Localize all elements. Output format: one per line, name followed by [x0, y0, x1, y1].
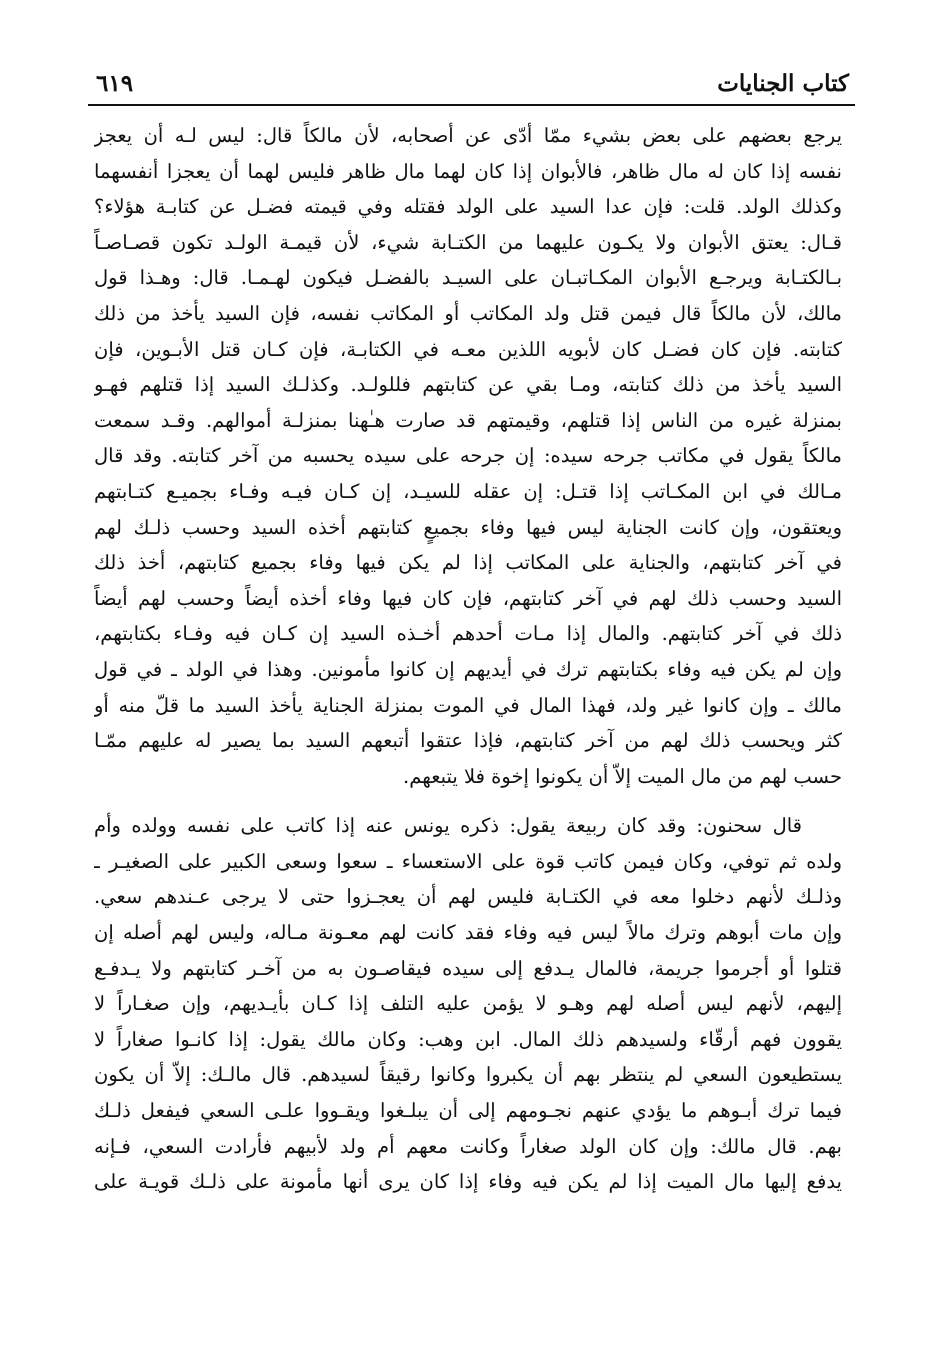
text-line: ولده ثم توفي، وكان فيمن كاتب قوة على الاستعساء ـ سعوا وسعى الكبير على الصغيـر ـ — [94, 849, 842, 873]
text-line: قال سحنون: وقد كان ربيعة يقول: ذكره يونس عنه إذا كاتب على نفسه وولده وأم — [94, 814, 802, 838]
text-line: يقوون فهم أرقّاء ولسيدهم ذلك المال. ابن وهب: وكان مالك يقول: إذا كانـوا صغاراً لا — [94, 1027, 842, 1051]
paragraph — [94, 118, 842, 794]
text-line: وإن مات أبوهم وترك مالاً ليس فيه وفاء فقد كانت لهم معـونة مـاله، وليس لهم أصله إن — [94, 921, 842, 945]
header-divider — [88, 104, 855, 106]
text-line: نفسه إذا كان له مال ظاهر، فالأبوان إذا كان لهما مال ظاهر فليس لهما أن يعجزا أنفسهما — [94, 159, 842, 183]
book-title: كتاب الجنايات — [717, 70, 849, 97]
text-line: وذلـك لأنهم دخلوا معه في الكتـابة فليس لهم أن يعجـزوا حتى لا يرجى عـندهم سعي. — [94, 885, 842, 909]
text-line: بـالكتـابة ويرجـع الأبوان المكـاتبـان على السيـد بالفضـل فيكون لهـمـا. قال: وهـذا قول — [94, 266, 842, 290]
text-line: مالك، لأن مالكاً قال فيمن قتل ولد المكاتب أو المكاتب نفسه، فإن السيد يأخذ من ذلك — [94, 301, 842, 325]
body-text — [94, 118, 842, 1200]
page-number: ٦١٩ — [96, 70, 134, 97]
text-line: وكذلك الولد. قلت: فإن عدا السيد على الولد فقتله وفي قيمته فضـل عن كتابـة هؤلاء؟ — [94, 195, 842, 219]
text-line: ذلك في آخر كتابتهم. والمال إذا مـات أحدهم أخـذه السيد إن كـان فيه وفـاء بكتابتهم، — [94, 622, 842, 646]
text-line: السيد يأخذ من ذلك كتابته، ومـا بقي عن كتابتهم فللولـد. وكذلـك السيد إذا قتلهم فهـو — [94, 373, 842, 397]
text-line: ويعتقون، وإن كانت الجناية ليس فيها وفاء بجميعٍ كتابتهم أخذه السيد وحسب ذلـك لهم — [94, 515, 842, 539]
text-line: يدفع إليها مال الميت إذا لم يكن فيه وفاء إذا كان يرى أنها مأمونة على ذلـك قويـة على — [94, 1170, 842, 1194]
text-line: قـال: يعتق الأبوان ولا يكـون عليهما من الكتـابة شيء، لأن قيمـة الولـد تكون قصـاصـاً — [94, 230, 842, 254]
text-line: مالكاً يقول في مكاتب جرحه سيده: إن جرحه على سيده يحسبه من آخر كتابته. وقد قال — [94, 444, 842, 468]
text-line: بمنزلة غيره من الناس إذا قتلهم، وقيمتهم قد صارت هـٰهنا بمنزلـة أموالهم. وقـد سمعت — [94, 408, 842, 432]
text-line: فيما ترك أبـوهم ما يؤدي عنهم نجـومهم إلى أن يبلـغوا ويقـووا علـى السعي فيفعل ذلـك — [94, 1099, 842, 1123]
text-line: وإن لم يكن فيه وفاء بكتابتهم ترك في أيديهم إن كانوا مأمونين. وهذا في الولد ـ في قول — [94, 657, 842, 681]
text-line: قتلوا أو أجرموا جريمة، فالمال يـدفع إلى سيده فيقاصـون به من آخـر كتابتهم ولا يـدفـع — [94, 956, 842, 980]
text-line: بهم. قال مالك: وإن كان الولد صغاراً وكانت معهم أم ولد لأبيهم فأرادت السعي، فـإنه — [94, 1134, 842, 1158]
page-header — [88, 62, 855, 106]
text-line: يستطيعون السعي لم ينتظر بهم أن يكبروا وكانوا رقيقاً لسيدهم. قال مالـك: إلاّ أن يكون — [94, 1063, 842, 1087]
text-line: حسب لهم من مال الميت إلاّ أن يكونوا إخوة فلا يتبعهم. — [403, 764, 842, 788]
text-line: يرجع بعضهم على بعض بشيء ممّا أدّى عن أصحابه، لأن مالكاً قال: ليس لـه أن يعجز — [94, 124, 842, 147]
text-line: السيد وحسب ذلك لهم في آخر كتابتهم، فإن كان فيها وفاء أخذه أيضاً وحسب لهم أيضاً — [94, 586, 842, 610]
text-line: إليهم، لأنهم ليس أصله لهم وهـو لا يؤمن عليه التلف إذا كـان بأيـديهم، وإن صغـاراً لا — [94, 992, 842, 1016]
text-line: في آخر كتابتهم، والجناية على المكاتب إذا لم يكن فيها وفاء بجميع كتابتهم، أخذ ذلك — [94, 551, 842, 575]
text-line: كثر ويحسب ذلك لهم من آخر كتابتهم، فإذا عتقوا أتبعهم السيد بما يصير له عليهم ممّـا — [94, 729, 842, 753]
paragraph-gap — [94, 794, 842, 808]
text-line: مـالك في ابن المكـاتب إذا قتـل: إن عقله للسيـد، إن كـان فيـه وفـاء بجميـع كتـابتهم — [94, 479, 842, 503]
text-line: مالك ـ وإن كانوا غير ولد، فهذا المال في الموت بمنزلة الجناية يأخذ السيد ما قلّ منه أو — [94, 693, 842, 717]
text-line: كتابته. فإن كان فضـل كان لأبويه اللذين معـه في الكتابـة، فإن كـان قتل الأبـوين، فإن — [94, 337, 842, 361]
paragraph — [94, 808, 842, 1200]
